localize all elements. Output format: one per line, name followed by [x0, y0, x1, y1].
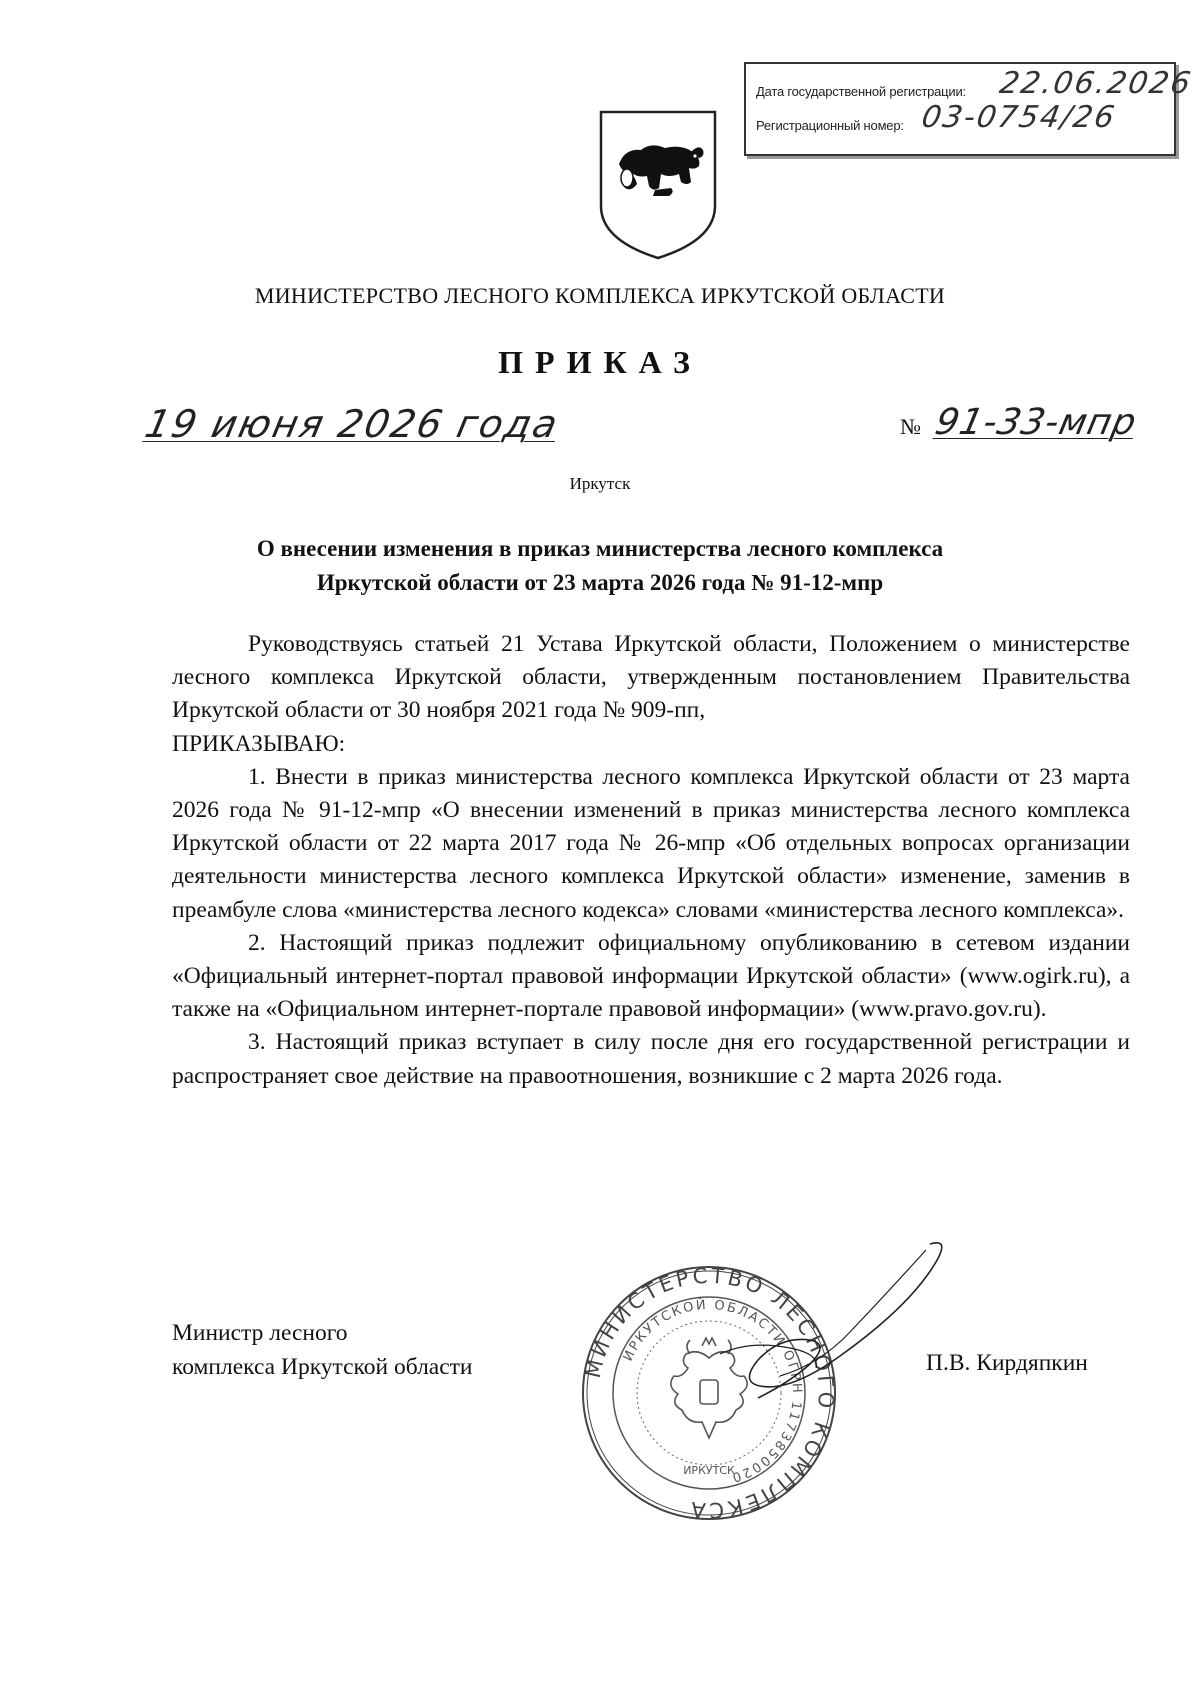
order-word: ПРИКАЗЫВАЮ: — [172, 730, 346, 757]
handwritten-signature — [640, 1236, 980, 1416]
seal-inner-text: ИРКУТСКОЙ ОБЛАСТИ ОГРН 1173850020 — [620, 1297, 805, 1486]
coat-of-arms-icon — [595, 108, 721, 260]
seal-bottom-text: ИРКУТСК — [683, 1464, 735, 1477]
order-date-handwritten: 19 июня 2026 года — [141, 402, 564, 446]
document-type-title: ПРИКАЗ — [498, 344, 702, 380]
signatory-position — [172, 1316, 473, 1384]
registration-number-value: 03-0754/26 — [918, 100, 1119, 135]
order-number-handwritten: 91-33-мпр — [931, 402, 1141, 443]
registration-date-value: 22.06.2026 — [996, 66, 1195, 101]
subject-line-1: О внесении изменения в приказ министерства лесного комплекса — [256, 536, 944, 561]
registration-number-label: Регистрационный номер: — [756, 118, 904, 133]
signatory-name: П.В. Кирдяпкин — [926, 1350, 1088, 1376]
registration-stamp — [744, 62, 1195, 156]
preamble-paragraph: Руководствуясь статьей 21 Устава Иркутской области, Положением о министерстве лесного комплекса Иркутской области, утвержденным постановлением Правительства Иркутской области от 30 ноября 2021 года № 909-пп, — [172, 631, 1130, 724]
ministry-name: МИНИСТЕРСТВО ЛЕСНОГО КОМПЛЕКСА ИРКУТСКОЙ ОБЛАСТИ — [254, 283, 946, 308]
order-number-label: № — [900, 414, 921, 439]
order-body — [172, 628, 1130, 1093]
position-line-1: Министр лесного — [172, 1320, 348, 1346]
item-3-paragraph: 3. Настоящий приказ вступает в силу после дня его государственной регистрации и распространяет свое действие на правоотношения, возникшие с 2 марта 2026 года. — [172, 1029, 1130, 1089]
registration-date-label: Дата государственной регистрации: — [756, 84, 966, 99]
city: Иркутск — [569, 474, 631, 493]
subject-line-2: Иркутской области от 23 марта 2026 года № 91-12-мпр — [316, 570, 884, 595]
position-line-2: комплекса Иркутской области — [172, 1354, 473, 1380]
seal-outer-text: МИНИСТЕРСТВО ЛЕСНОГО КОМПЛЕКСА — [580, 1263, 839, 1523]
item-1-paragraph: 1. Внести в приказ министерства лесного комплекса Иркутской области от 23 марта 2026 года № 91-12-мпр «О внесении изменений в приказ министерства лесного комплекса Иркутской области от 22 марта 2017 года № 26-мпр «Об отдельных вопросах организации деятельности министерства лесного комплекса Иркутской области» изменение, заменив в преамбуле слова «министерства лесного кодекса» словами «министерства лесного комплекса». — [172, 763, 1130, 923]
order-subject — [190, 532, 1010, 600]
item-2-paragraph: 2. Настоящий приказ подлежит официальному опубликованию в сетевом издании «Официальный интернет-портал правовой информации Иркутской области» (www.ogirk.ru), а также на «Официальном интернет-портале правовой информации» (www.pravo.gov.ru). — [172, 929, 1130, 1023]
